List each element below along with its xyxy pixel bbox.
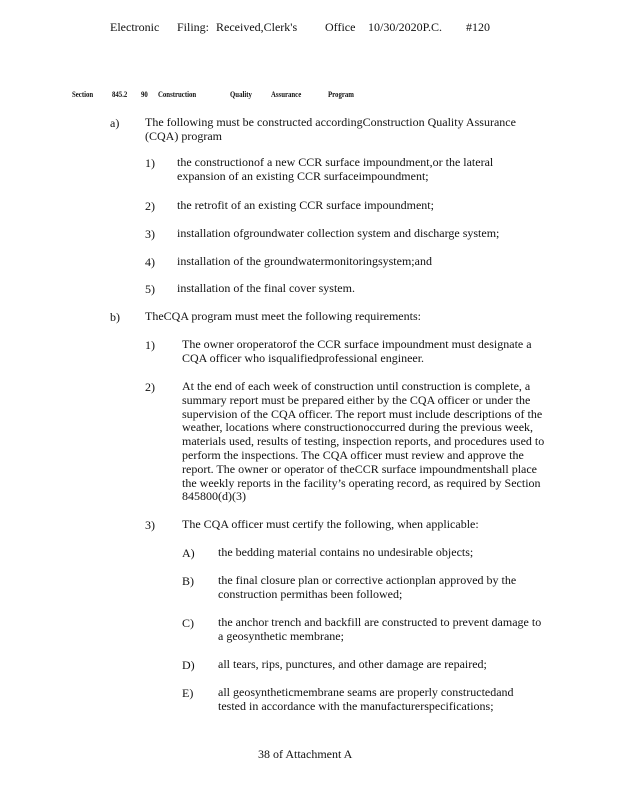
a-item-3-number: 3)	[145, 227, 155, 241]
header-number: #120	[466, 20, 490, 34]
subitem-d-text	[218, 658, 487, 672]
b-item-2-text	[182, 380, 544, 504]
text-line: construction permithas been followed;	[218, 586, 403, 601]
text-line: installation ofgroundwater collection system and discharge system;	[177, 226, 500, 240]
a-item-4-number: 4)	[145, 255, 155, 269]
b-item-3-number: 3)	[145, 518, 155, 532]
text-line: perform the inspections. The CQA officer must review and approve the	[182, 447, 524, 462]
text-line: At the end of each week of construction until construction is complete, a	[182, 379, 531, 393]
text-line: 845800(d)(3)	[182, 489, 246, 504]
text-line: The following must be constructed accordingConstruction Quality Assurance	[145, 115, 516, 129]
a-item-1-number: 1)	[145, 156, 155, 170]
section-label: Section	[72, 90, 94, 99]
section-title-word-3: Assurance	[271, 90, 302, 99]
a-item-2-text	[177, 199, 434, 213]
text-line: report. The owner or operator of theCCR surface impoundmentshall place	[182, 461, 538, 476]
header-filing: Filing:	[177, 20, 210, 34]
b-item-1-number: 1)	[145, 338, 155, 352]
text-line: the final closure plan or corrective actionplan approved by the	[218, 573, 517, 587]
text-line: all tears, rips, punctures, and other damage are repaired;	[218, 657, 487, 671]
a-item-5-number: 5)	[145, 282, 155, 296]
b-item-2-number: 2)	[145, 380, 155, 394]
a-item-3-text	[177, 227, 499, 241]
text-line: the weekly reports in the facility’s operating record, as required by Section	[182, 475, 541, 490]
subsection-a-text	[145, 116, 516, 144]
section-title-word-4: Program	[328, 90, 354, 99]
a-item-2-number: 2)	[145, 199, 155, 213]
text-line: the constructionof a new CCR surface impoundment,or the lateral	[177, 155, 494, 169]
text-line: weather, locations where constructionoccurred during the previous week,	[182, 420, 534, 435]
section-subnumber: 90	[141, 90, 148, 99]
text-line: supervision of the CQA officer. The report must include descriptions of the	[182, 406, 543, 421]
subitem-c-letter: C)	[182, 616, 194, 630]
header-electronic: Electronic	[110, 20, 160, 34]
subitem-b-text	[218, 574, 516, 602]
subsection-b-text	[145, 310, 421, 324]
b-item-3-text	[182, 518, 479, 532]
subitem-b-letter: B)	[182, 574, 194, 588]
text-line: expansion of an existing CCR surfaceimpoundment;	[177, 168, 429, 183]
subitem-e-text	[218, 686, 514, 714]
subitem-e-letter: E)	[182, 686, 194, 700]
subitem-d-letter: D)	[182, 658, 195, 672]
text-line: all geosyntheticmembrane seams are properly constructedand	[218, 685, 514, 699]
text-line: the bedding material contains no undesirable objects;	[218, 545, 474, 559]
header-office: Office	[325, 20, 356, 34]
subitem-a-letter: A)	[182, 546, 195, 560]
text-line: installation of the groundwatermonitoringsystem;and	[177, 254, 432, 268]
header-date: 10/30/2020P.C.	[368, 20, 443, 34]
text-line: The owner oroperatorof the CCR surface impoundment must designate a	[182, 337, 532, 351]
text-line: materials used, results of testing, inspection reports, and procedures used to	[182, 434, 545, 449]
a-item-1-text	[177, 156, 493, 184]
header-received: Received,Clerk's	[216, 20, 298, 34]
subsection-b-label: b)	[110, 310, 120, 324]
text-line: CQA officer who isqualifiedprofessional engineer.	[182, 350, 425, 365]
a-item-5-text	[177, 282, 355, 296]
subitem-a-text	[218, 546, 473, 560]
text-line: The CQA officer must certify the following, when applicable:	[182, 517, 479, 531]
text-line: TheCQA program must meet the following requirements:	[145, 309, 421, 323]
b-item-1-text	[182, 338, 532, 366]
section-title-word-1: Construction	[158, 90, 197, 99]
text-line: the anchor trench and backfill are constructed to prevent damage to	[218, 615, 542, 629]
subsection-a-label: a)	[110, 116, 120, 130]
text-line: tested in accordance with the manufacturerspecifications;	[218, 698, 494, 713]
page-footer: 38 of Attachment A	[258, 747, 353, 761]
subitem-c-text	[218, 616, 541, 644]
text-line: (CQA) program	[145, 128, 222, 143]
text-line: the retrofit of an existing CCR surface impoundment;	[177, 198, 434, 212]
a-item-4-text	[177, 255, 432, 269]
section-title-word-2: Quality	[230, 90, 252, 99]
section-number: 845.2	[112, 90, 128, 99]
text-line: summary report must be prepared either by the CQA officer or under the	[182, 392, 531, 407]
text-line: a geosynthetic membrane;	[218, 628, 344, 643]
text-line: installation of the final cover system.	[177, 281, 355, 295]
